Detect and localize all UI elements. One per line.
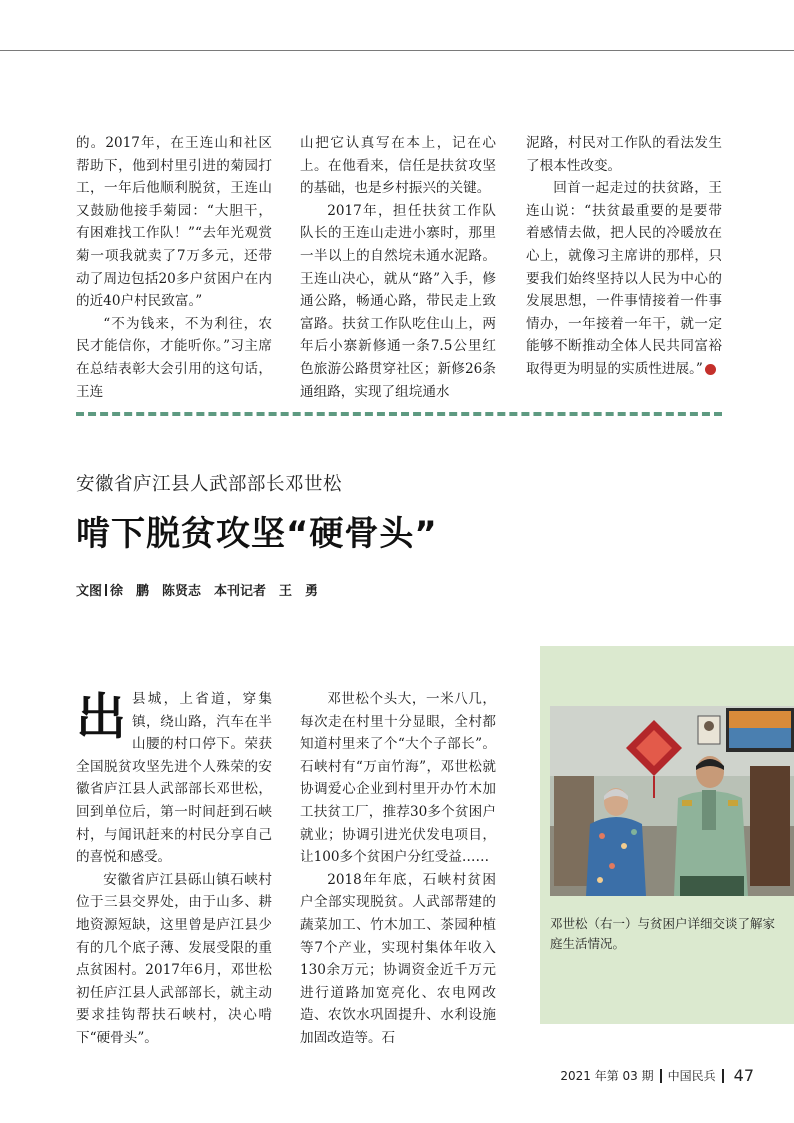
drop-cap: 出 (76, 688, 126, 746)
byline (76, 580, 318, 599)
photo (550, 706, 794, 896)
page-footer (560, 1066, 754, 1085)
footer-separator (660, 1069, 662, 1083)
photo-illustration (550, 706, 794, 896)
byline-names: 徐 鹏 陈贤志 本刊记者 王 勇 (110, 584, 319, 599)
magazine-name: 中国民兵 (667, 1069, 716, 1083)
article-title: 啃下脱贫攻坚“硬骨头” (76, 514, 438, 554)
article2-column-1 (76, 688, 272, 1050)
article-subtitle: 安徽省庐江县人武部部长邓世松 (76, 474, 343, 495)
photo-caption: 邓世松（右一）与贫困户详细交谈了解家庭生活情况。 (550, 916, 776, 951)
byline-separator (105, 584, 107, 596)
paragraph: 的。2017年，在王连山和社区帮助下，他到村里引进的菊园打工，一年后他顺利脱贫，王连山又鼓励他接手菊园：“大胆干，有困难找工作队！”“去年光观赏菊一项我就卖了7万多元，还带动了周边包括20多户贫困户在内的近40户村民致富。” (76, 135, 272, 310)
byline-prefix: 文图 (76, 584, 103, 599)
page-number: 47 (733, 1066, 754, 1085)
paragraph: 山把它认真写在本上，记在心上。在他看来，信任是扶贫攻坚的基础，也是乡村振兴的关键。 (300, 135, 496, 197)
paragraph-text: 县城，上省道，穿集镇，绕山路，汽车在半山腰的村口停下。荣获全国脱贫攻坚先进个人殊荣的安徽省庐江县人武部部长邓世松，回到单位后，第一时间赶到石峡村，与闻讯赶来的村民分享自己的喜悦和感受。 (76, 691, 272, 866)
paragraph: 2018年年底，石峡村贫困户全部实现脱贫。人武部帮建的蔬菜加工、竹木加工、茶园种植等7个产业，实现村集体年收入130余万元；协调资金近千万元进行道路加宽亮化、农电网改造、农饮水巩固提升、水利设施加固改造等。石 (300, 871, 496, 1046)
photo-panel (540, 646, 794, 1024)
paragraph (526, 177, 741, 380)
article1-column-1 (76, 132, 272, 403)
issue-label: 2021 年第 03 期 (560, 1069, 654, 1083)
section-divider (76, 412, 722, 416)
footer-separator (722, 1069, 724, 1083)
header-rule (0, 50, 794, 51)
end-mark-icon: 民 (705, 364, 716, 375)
paragraph-text: 回首一起走过的扶贫路，王连山说：“扶贫最重要的是要带着感情去做，把人民的冷暖放在心上，就像习主席讲的那样，只要我们始终坚持以人民为中心的发展思想，一件事情接着一件事情办，一年接着一年干，就一定能够不断推动全体人民共同富裕取得更为明显的实质性进展。” (526, 180, 722, 377)
paragraph (76, 688, 272, 869)
article1-column-2 (300, 132, 496, 403)
paragraph: 泥路，村民对工作队的看法发生了根本性改变。 (526, 135, 722, 174)
article2-column-2 (300, 688, 496, 1050)
paragraph: “不为钱来，不为利往，农民才能信你，才能听你。”习主席在总结表彰大会引用的这句话，王连 (76, 315, 272, 400)
paragraph: 2017年，担任扶贫工作队队长的王连山走进小寨时，那里一半以上的自然垸未通水泥路。王连山决心，就从“路”入手，修通公路，畅通心路，带民走上致富路。扶贫工作队吃住山上，两年后小寨新修通一条7.5公里红色旅游公路贯穿社区；新修26条通组路，实现了组垸通水 (300, 202, 496, 400)
article1-column-3 (526, 132, 741, 381)
paragraph: 安徽省庐江县砾山镇石峡村位于三县交界处，由于山多、耕地资源短缺，这里曾是庐江县少有的几个底子薄、发展受限的重点贫困村。2017年6月，邓世松初任庐江县人武部部长，就主动要求挂钩帮扶石峡村，决心啃下“硬骨头”。 (76, 871, 272, 1046)
paragraph: 邓世松个头大，一米八几，每次走在村里十分显眼，全村都知道村里来了个“大个子部长”。石峡村有“万亩竹海”，邓世松就协调爱心企业到村里开办竹木加工扶贫工厂，推荐30多个贫困户就业；协调引进光伏发电项目，让100多个贫困户分红受益…… (300, 691, 496, 866)
